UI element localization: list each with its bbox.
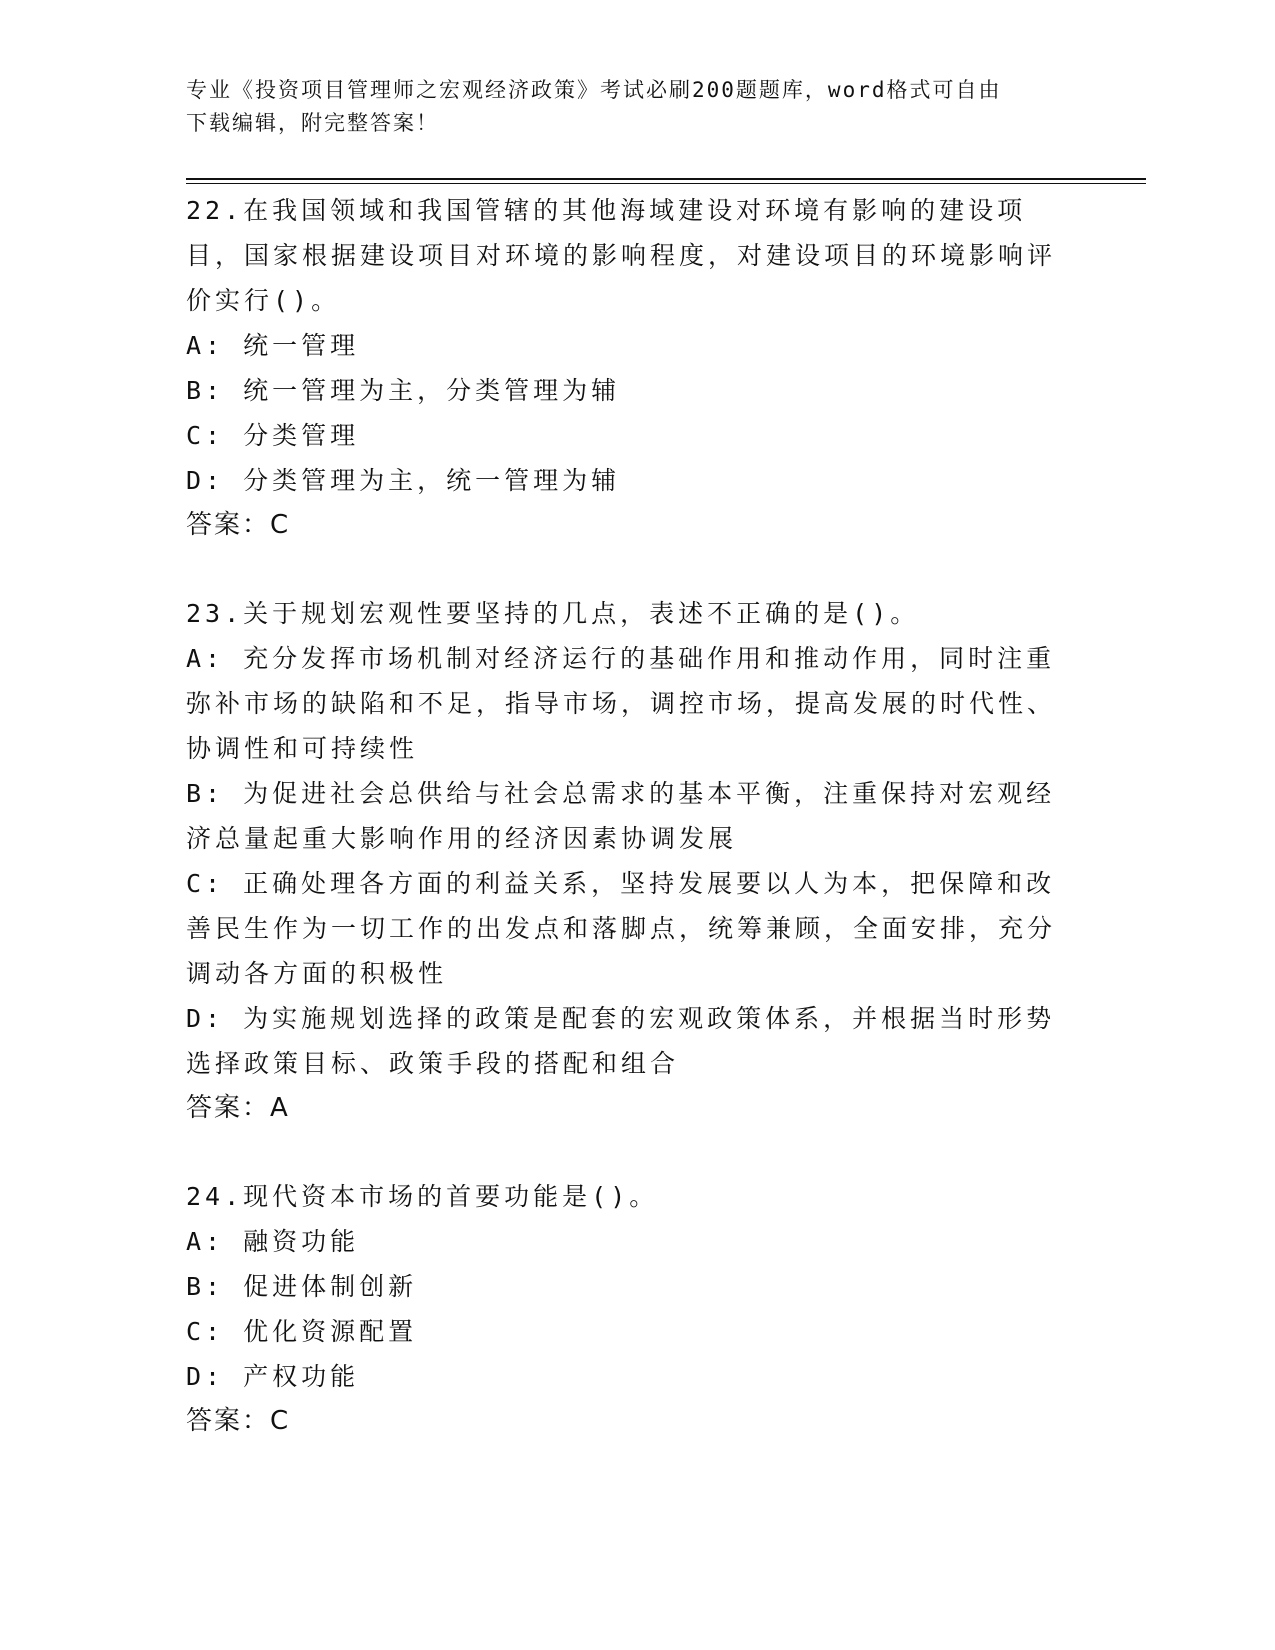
document-header — [186, 74, 1066, 140]
option-b: B: 统一管理为主，分类管理为辅 — [186, 376, 621, 405]
answer-line: 答案：C — [186, 1406, 291, 1436]
option-a: A: 统一管理 — [186, 331, 360, 360]
option-d: D: 为实施规划选择的政策是配套的宏观政策体系，并根据当时形势选择政策目标、政策手段的搭配和组合 — [186, 1004, 1056, 1078]
option-c: C: 优化资源配置 — [186, 1317, 418, 1346]
option-d: D: 产权功能 — [186, 1362, 360, 1391]
option-a: A: 充分发挥市场机制对经济运行的基础作用和推动作用，同时注重弥补市场的缺陷和不足，指导市场，调控市场，提高发展的时代性、协调性和可持续性 — [186, 644, 1057, 763]
option-b: B: 为促进社会总供给与社会总需求的基本平衡，注重保持对宏观经济总量起重大影响作用的经济因素协调发展 — [186, 779, 1056, 853]
header-line: 下载编辑，附完整答案！ — [186, 111, 439, 135]
header-rule — [186, 183, 1146, 184]
option-d: D: 分类管理为主，统一管理为辅 — [186, 466, 621, 495]
question-24 — [186, 1174, 1066, 1444]
option-c: C: 正确处理各方面的利益关系，坚持发展要以人为本，把保障和改善民生作为一切工作的出发点和落脚点，统筹兼顾，全面安排，充分调动各方面的积极性 — [186, 869, 1057, 988]
question-23 — [186, 591, 1066, 1131]
option-a: A: 融资功能 — [186, 1227, 360, 1256]
question-list — [186, 188, 1066, 1487]
option-b: B: 促进体制创新 — [186, 1272, 418, 1301]
option-c: C: 分类管理 — [186, 421, 360, 450]
answer-line: 答案：A — [186, 1093, 290, 1123]
question-text: 22.在我国领域和我国管辖的其他海域建设对环境有影响的建设项目，国家根据建设项目对环境的影响程度，对建设项目的环境影响评价实行()。 — [186, 196, 1057, 315]
question-22 — [186, 188, 1066, 548]
header-rule — [186, 178, 1146, 180]
answer-line: 答案：C — [186, 510, 291, 540]
question-text: 24.现代资本市场的首要功能是()。 — [186, 1182, 659, 1211]
question-text: 23.关于规划宏观性要坚持的几点，表述不正确的是()。 — [186, 599, 920, 628]
header-line: 专业《投资项目管理师之宏观经济政策》考试必刷200题题库，word格式可自由 — [186, 78, 1002, 102]
